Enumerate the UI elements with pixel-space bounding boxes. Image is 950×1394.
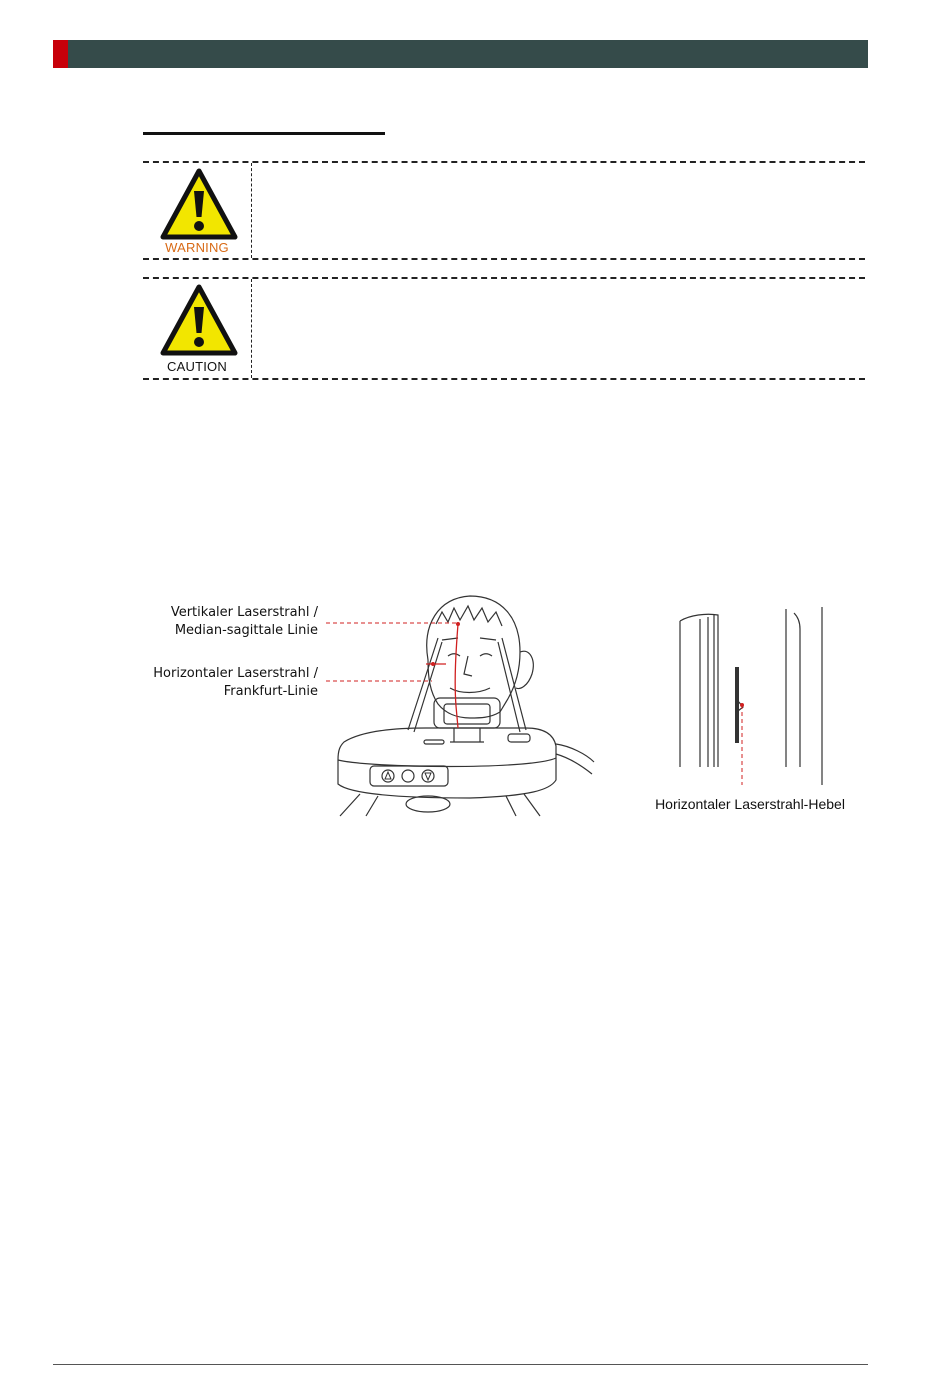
header-bar [53, 40, 868, 68]
caution-label: CAUTION [167, 359, 227, 374]
caution-notice [143, 277, 865, 380]
warning-label: WARNING [165, 240, 229, 255]
laser-lever-label: Horizontaler Laserstrahl-Hebel [655, 796, 845, 812]
footer-rule [53, 1364, 868, 1365]
callout-leader-lines [320, 615, 460, 690]
section-title-rule [143, 132, 385, 135]
vertical-laser-callout [150, 604, 318, 640]
horizontal-laser-label: Horizontaler Laserstrahl / [153, 666, 318, 681]
vertical-laser-label: Vertikaler Laserstrahl / [170, 605, 318, 620]
notice-divider [251, 279, 252, 378]
median-sagittal-label: Median-sagittale Linie [174, 623, 318, 638]
warning-notice [143, 161, 865, 260]
laser-lever-illustration [670, 605, 830, 785]
frankfurt-line-label: Frankfurt-Linie [223, 684, 318, 699]
header-accent [53, 40, 68, 68]
notice-divider [251, 163, 252, 258]
horizontal-laser-callout [140, 665, 318, 701]
